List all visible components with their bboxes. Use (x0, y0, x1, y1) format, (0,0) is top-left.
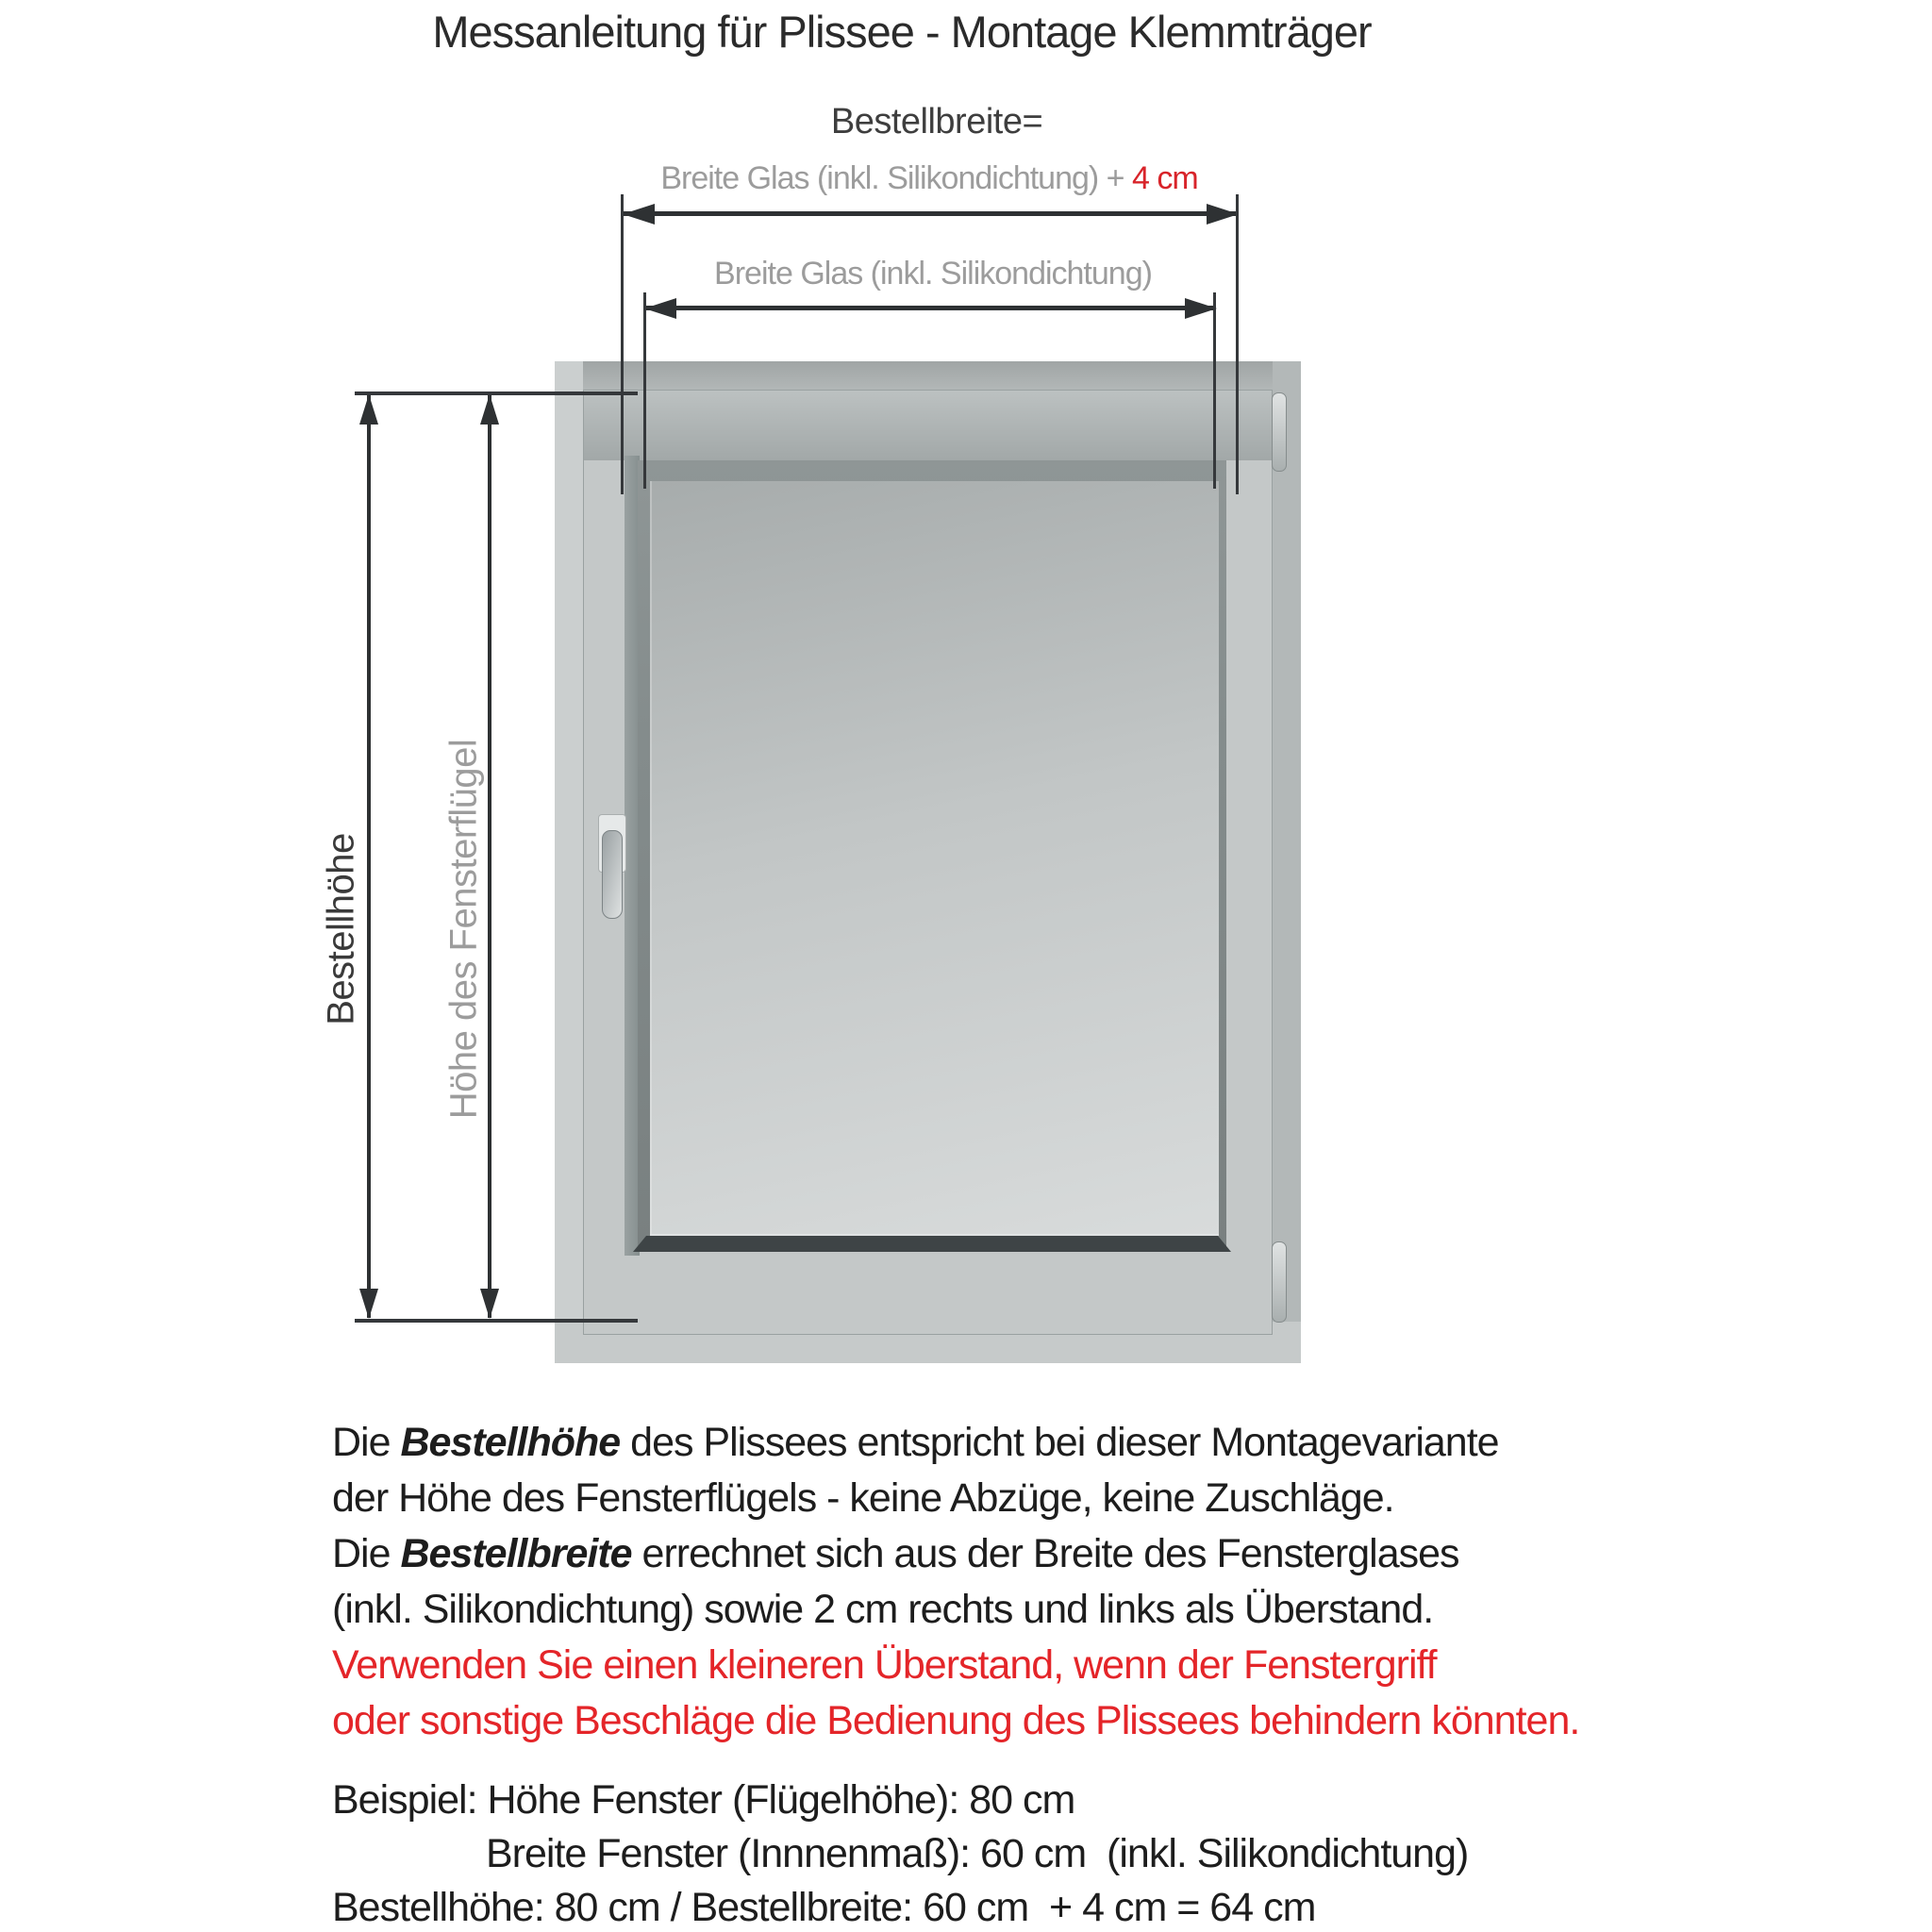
window-glass (650, 481, 1219, 1236)
window-frame-right (1273, 361, 1301, 1363)
description-line-3-post: errechnet sich aus der Breite des Fensterglases (631, 1531, 1459, 1576)
description-line-3 (332, 1526, 1579, 1582)
sash-height-arrow (488, 395, 491, 1318)
glass-width-plus-addon: 4 cm (1131, 160, 1198, 196)
window-frame-left (555, 361, 583, 1363)
order-width-label: Bestellbreite= (830, 102, 1043, 142)
warning-line-2: oder sonstige Beschläge die Bedienung des Plissees behindern könnten. (332, 1698, 1580, 1743)
glass-width-plus-label (660, 160, 1197, 197)
window-hinge-top (1272, 392, 1287, 472)
window-handle (602, 830, 623, 919)
description-line-1 (332, 1415, 1579, 1471)
extension-line-inner-left (643, 292, 646, 489)
description-line-1-post: des Plissees entspricht bei dieser Montagevariante (620, 1420, 1499, 1465)
example-line-1: Beispiel: Höhe Fenster (Flügelhöhe): 80 cm (332, 1777, 1075, 1823)
description-line-2: der Höhe des Fensterflügels - keine Abzüge, keine Zuschläge. (332, 1475, 1394, 1521)
window-glazing-frame (638, 460, 1226, 1251)
window-hinge-bottom (1272, 1241, 1287, 1323)
window-illustration (555, 361, 1301, 1363)
window-glazing-sill (633, 1236, 1231, 1252)
example-line-3: Bestellhöhe: 80 cm / Bestellbreite: 60 cm + 4 cm = 64 cm (332, 1885, 1316, 1930)
warning-line-1: Verwenden Sie einen kleineren Überstand, wenn der Fenstergriff (332, 1642, 1437, 1688)
example-text (332, 1774, 1468, 1932)
extension-line-outer-right (1236, 194, 1239, 494)
description-line-4: (inkl. Silikondichtung) sowie 2 cm rechts und links als Überstand. (332, 1587, 1434, 1632)
page-title: Messanleitung für Plissee - Montage Klemmträger (432, 7, 1372, 57)
order-height-label: Bestellhöhe (320, 833, 362, 1025)
window-sash-top-shade (584, 391, 1272, 460)
extension-line-outer-left (621, 194, 624, 494)
extension-line-inner-right (1213, 292, 1216, 489)
order-height-arrow (367, 395, 371, 1318)
order-width-arrow (624, 211, 1238, 216)
glass-width-plus-prefix: Breite Glas (inkl. Silikondichtung) + (660, 160, 1132, 196)
example-line-2: Breite Fenster (Innnenmaß): 60 cm (inkl. Silikondichtung) (486, 1831, 1469, 1876)
description-line-1-bold: Bestellhöhe (400, 1420, 621, 1465)
sash-height-label: Höhe des Fensterflügel (442, 739, 485, 1120)
glass-width-arrow (645, 306, 1216, 310)
height-tick-bottom (355, 1319, 638, 1323)
description-line-3-bold: Bestellbreite (400, 1531, 632, 1576)
description-line-3-pre: Die (332, 1531, 401, 1576)
description-text (332, 1415, 1579, 1749)
window-frame-top (555, 361, 1301, 390)
description-line-1-pre: Die (332, 1420, 401, 1465)
glass-width-label: Breite Glas (inkl. Silikondichtung) (714, 256, 1152, 291)
